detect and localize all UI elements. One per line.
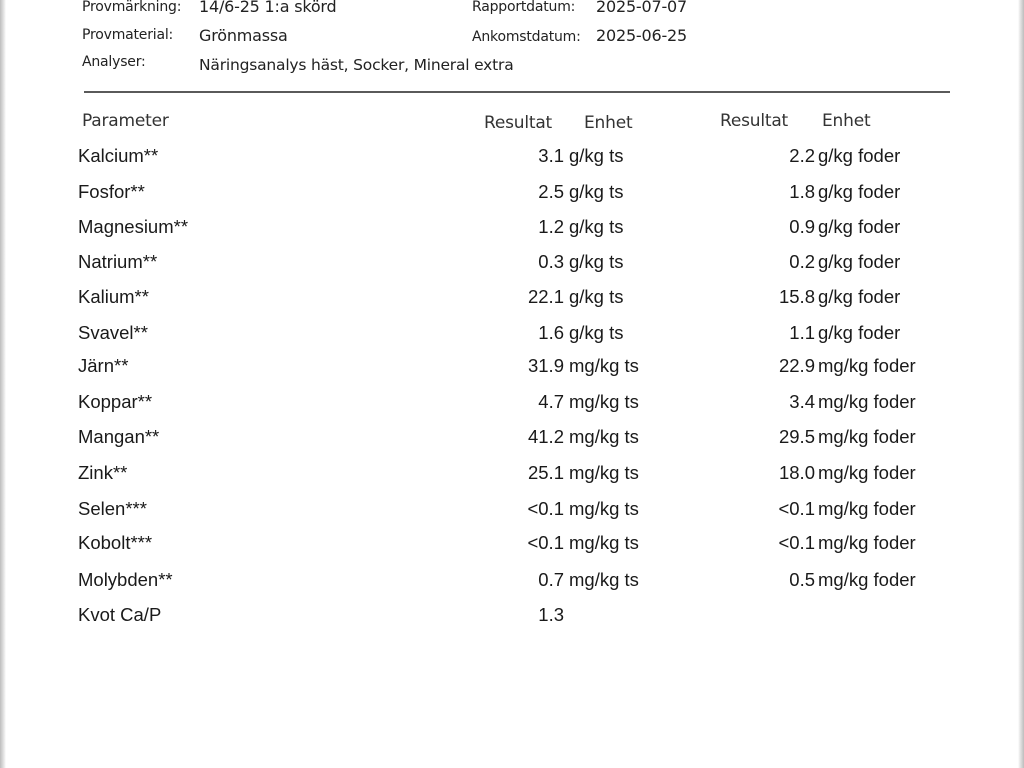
result-ts-cell: 3.1 [538, 145, 564, 166]
ankomstdatum-label: Ankomstdatum: [472, 29, 581, 45]
parameter-cell: Kalium** [78, 286, 149, 307]
result-foder-cell: <0.1 [778, 532, 815, 553]
result-foder-cell: 1.1 [789, 322, 815, 343]
unit-foder-cell: g/kg foder [818, 251, 901, 272]
header-enhet-foder: Enhet [822, 111, 871, 131]
parameter-cell: Järn** [78, 355, 129, 376]
parameter-cell: Mangan** [78, 426, 160, 447]
result-ts-cell: 25.1 [527, 462, 564, 483]
result-ts-cell: <0.1 [527, 498, 564, 519]
result-foder-cell: 15.8 [778, 286, 815, 307]
parameter-cell: Kvot Ca/P [78, 604, 162, 625]
provmarkning-label: Provmärkning: [82, 0, 182, 15]
rapportdatum-value: 2025-07-07 [596, 0, 687, 16]
result-foder-cell: 3.4 [789, 391, 815, 412]
table-row [6, 351, 1018, 381]
unit-foder-cell: g/kg foder [818, 286, 901, 307]
header-enhet-ts: Enhet [584, 113, 633, 133]
result-foder-cell: 1.8 [789, 181, 815, 202]
table-row [6, 247, 1018, 277]
provmaterial-value: Grönmassa [199, 26, 288, 45]
table-row [6, 177, 1018, 207]
table-row [6, 528, 1018, 558]
header-resultat-ts: Resultat [484, 113, 553, 133]
parameter-cell: Fosfor** [78, 181, 145, 202]
frame-right-edge [1018, 0, 1024, 768]
table-row [6, 141, 1018, 171]
unit-foder-cell: mg/kg foder [818, 426, 916, 447]
unit-foder-cell: g/kg foder [818, 145, 901, 166]
unit-foder-cell: mg/kg foder [818, 498, 916, 519]
header-divider [84, 91, 950, 93]
unit-foder-cell: g/kg foder [818, 322, 901, 343]
result-ts-cell: 4.7 [538, 391, 564, 412]
unit-foder-cell: mg/kg foder [818, 391, 916, 412]
table-row [6, 212, 1018, 242]
result-ts-cell: 41.2 [527, 426, 564, 447]
report-page [6, 0, 1018, 768]
rapportdatum-label: Rapportdatum: [472, 0, 576, 15]
unit-ts-cell: mg/kg ts [569, 569, 639, 590]
result-foder-cell: 0.2 [789, 251, 815, 272]
header-parameter: Parameter [82, 111, 169, 131]
ankomstdatum-value: 2025-06-25 [596, 26, 687, 45]
parameter-cell: Koppar** [78, 391, 153, 412]
result-foder-cell: <0.1 [778, 498, 815, 519]
result-ts-cell: 22.1 [527, 286, 564, 307]
unit-ts-cell: mg/kg ts [569, 355, 639, 376]
unit-foder-cell: g/kg foder [818, 181, 901, 202]
analyser-value: Näringsanalys häst, Socker, Mineral extra [199, 56, 514, 74]
unit-foder-cell: mg/kg foder [818, 569, 916, 590]
result-ts-cell: 1.2 [538, 216, 564, 237]
unit-ts-cell: g/kg ts [569, 216, 624, 237]
analyser-label: Analyser: [82, 54, 146, 70]
unit-ts-cell: mg/kg ts [569, 426, 639, 447]
table-row [6, 387, 1018, 417]
parameter-cell: Natrium** [78, 251, 158, 272]
result-ts-cell: <0.1 [527, 532, 564, 553]
unit-ts-cell: mg/kg ts [569, 462, 639, 483]
table-row [6, 422, 1018, 452]
unit-ts-cell: g/kg ts [569, 145, 624, 166]
table-row [6, 565, 1018, 595]
result-foder-cell: 0.9 [789, 216, 815, 237]
parameter-cell: Svavel** [78, 322, 148, 343]
unit-ts-cell: mg/kg ts [569, 532, 639, 553]
result-foder-cell: 22.9 [778, 355, 815, 376]
result-foder-cell: 29.5 [778, 426, 815, 447]
unit-ts-cell: g/kg ts [569, 322, 624, 343]
table-row [6, 282, 1018, 312]
unit-foder-cell: mg/kg foder [818, 355, 916, 376]
result-ts-cell: 0.3 [538, 251, 564, 272]
result-foder-cell: 18.0 [778, 462, 815, 483]
table-row [6, 494, 1018, 524]
header-resultat-foder: Resultat [720, 111, 789, 131]
parameter-cell: Selen*** [78, 498, 147, 519]
table-row [6, 600, 1018, 630]
unit-ts-cell: mg/kg ts [569, 498, 639, 519]
parameter-cell: Kobolt*** [78, 532, 153, 553]
unit-ts-cell: g/kg ts [569, 251, 624, 272]
parameter-cell: Molybden** [78, 569, 173, 590]
provmarkning-value: 14/6-25 1:a skörd [199, 0, 337, 16]
parameter-cell: Magnesium** [78, 216, 189, 237]
table-row [6, 458, 1018, 488]
result-ts-cell: 1.3 [538, 604, 564, 625]
unit-ts-cell: g/kg ts [569, 286, 624, 307]
result-ts-cell: 31.9 [527, 355, 564, 376]
unit-ts-cell: mg/kg ts [569, 391, 639, 412]
provmaterial-label: Provmaterial: [82, 27, 174, 43]
unit-foder-cell: g/kg foder [818, 216, 901, 237]
unit-foder-cell: mg/kg foder [818, 532, 916, 553]
unit-foder-cell: mg/kg foder [818, 462, 916, 483]
parameter-cell: Zink** [78, 462, 128, 483]
unit-ts-cell: g/kg ts [569, 181, 624, 202]
result-ts-cell: 0.7 [538, 569, 564, 590]
parameter-cell: Kalcium** [78, 145, 159, 166]
result-ts-cell: 2.5 [538, 181, 564, 202]
result-foder-cell: 0.5 [789, 569, 815, 590]
table-row [6, 318, 1018, 348]
result-ts-cell: 1.6 [538, 322, 564, 343]
result-foder-cell: 2.2 [789, 145, 815, 166]
